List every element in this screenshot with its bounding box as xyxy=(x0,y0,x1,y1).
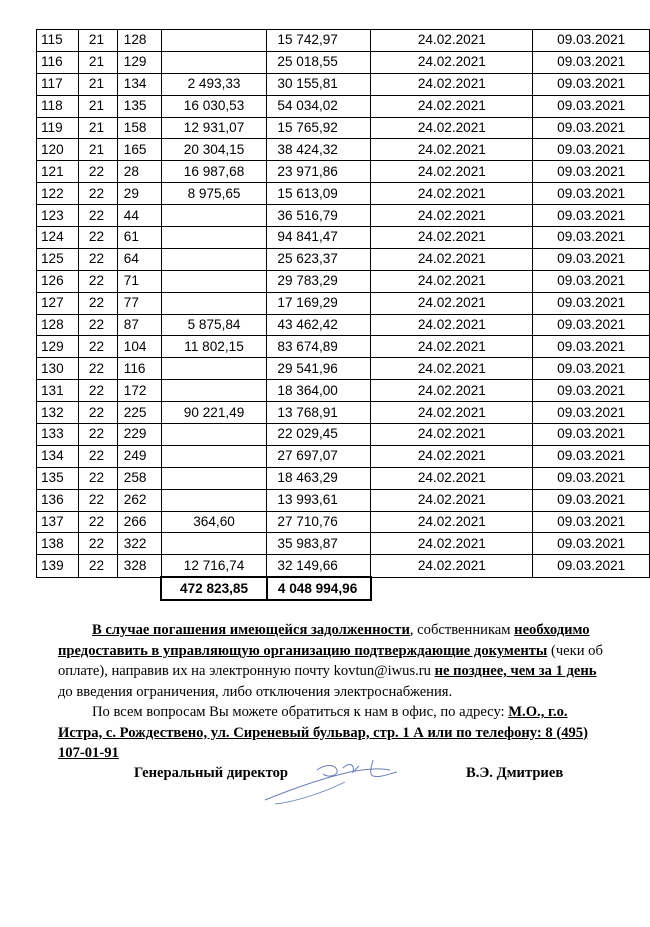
disconnection-date-cell: 09.03.2021 xyxy=(533,380,650,402)
building-number-cell: 22 xyxy=(78,161,117,183)
debt-amount-cell: 15 765,92 xyxy=(267,117,371,139)
debt-amount-cell: 83 674,89 xyxy=(267,336,371,358)
notice-date-cell: 24.02.2021 xyxy=(371,402,533,424)
notice-paragraph-documents xyxy=(58,620,614,702)
notice-date-cell: 24.02.2021 xyxy=(371,161,533,183)
apartment-number-cell: 135 xyxy=(117,95,161,117)
apartment-number-cell: 61 xyxy=(117,227,161,249)
notice-date-cell: 24.02.2021 xyxy=(371,358,533,380)
apartment-number-cell: 128 xyxy=(117,30,161,52)
debt-amount-cell: 38 424,32 xyxy=(267,139,371,161)
row-number-cell: 116 xyxy=(37,51,79,73)
building-number-cell: 21 xyxy=(78,30,117,52)
row-number-cell: 131 xyxy=(37,380,79,402)
building-number-cell: 22 xyxy=(78,380,117,402)
debt-amount-cell: 25 018,55 xyxy=(267,51,371,73)
notice-date-cell: 24.02.2021 xyxy=(371,117,533,139)
row-number-cell: 121 xyxy=(37,161,79,183)
disconnection-date-cell: 09.03.2021 xyxy=(533,358,650,380)
table-row xyxy=(37,533,650,555)
paid-amount-cell xyxy=(161,51,267,73)
apartment-number-cell: 44 xyxy=(117,205,161,227)
notice-block xyxy=(58,620,614,764)
paid-amount-cell xyxy=(161,467,267,489)
table-row xyxy=(37,51,650,73)
disconnection-date-cell: 09.03.2021 xyxy=(533,424,650,446)
row-number-cell: 117 xyxy=(37,73,79,95)
building-number-cell: 21 xyxy=(78,95,117,117)
paid-amount-cell: 12 716,74 xyxy=(161,555,267,577)
building-number-cell: 22 xyxy=(78,358,117,380)
empty-cell xyxy=(78,577,117,600)
row-number-cell: 133 xyxy=(37,424,79,446)
building-number-cell: 22 xyxy=(78,205,117,227)
debt-amount-cell: 29 783,29 xyxy=(267,270,371,292)
building-number-cell: 22 xyxy=(78,292,117,314)
paid-amount-cell xyxy=(161,380,267,402)
apartment-number-cell: 29 xyxy=(117,183,161,205)
row-number-cell: 137 xyxy=(37,511,79,533)
debt-amount-cell: 27 710,76 xyxy=(267,511,371,533)
row-number-cell: 124 xyxy=(37,227,79,249)
total-debt-cell: 4 048 994,96 xyxy=(267,577,371,600)
paid-amount-cell: 11 802,15 xyxy=(161,336,267,358)
notice-date-cell: 24.02.2021 xyxy=(371,314,533,336)
table-row xyxy=(37,161,650,183)
building-number-cell: 22 xyxy=(78,467,117,489)
debt-amount-cell: 13 993,61 xyxy=(267,489,371,511)
table-row xyxy=(37,292,650,314)
paid-amount-cell: 12 931,07 xyxy=(161,117,267,139)
table-row xyxy=(37,402,650,424)
debt-amount-cell: 17 169,29 xyxy=(267,292,371,314)
row-number-cell: 123 xyxy=(37,205,79,227)
paid-amount-cell xyxy=(161,424,267,446)
debt-amount-cell: 29 541,96 xyxy=(267,358,371,380)
debt-amount-cell: 54 034,02 xyxy=(267,95,371,117)
apartment-number-cell: 129 xyxy=(117,51,161,73)
total-paid-cell: 472 823,85 xyxy=(161,577,267,600)
disconnection-date-cell: 09.03.2021 xyxy=(533,117,650,139)
notice-date-cell: 24.02.2021 xyxy=(371,380,533,402)
notice-date-cell: 24.02.2021 xyxy=(371,533,533,555)
paid-amount-cell: 364,60 xyxy=(161,511,267,533)
disconnection-date-cell: 09.03.2021 xyxy=(533,139,650,161)
debt-amount-cell: 22 029,45 xyxy=(267,424,371,446)
apartment-number-cell: 71 xyxy=(117,270,161,292)
table-row xyxy=(37,511,650,533)
notice-text: По всем вопросам Вы можете обратиться к нам в офис, по адресу: xyxy=(92,704,509,720)
apartment-number-cell: 28 xyxy=(117,161,161,183)
row-number-cell: 136 xyxy=(37,489,79,511)
row-number-cell: 129 xyxy=(37,336,79,358)
debt-amount-cell: 15 613,09 xyxy=(267,183,371,205)
building-number-cell: 22 xyxy=(78,533,117,555)
building-number-cell: 21 xyxy=(78,73,117,95)
row-number-cell: 138 xyxy=(37,533,79,555)
disconnection-date-cell: 09.03.2021 xyxy=(533,183,650,205)
signatory-position: Генеральный директор xyxy=(134,765,289,781)
building-number-cell: 22 xyxy=(78,227,117,249)
notice-date-cell: 24.02.2021 xyxy=(371,248,533,270)
apartment-number-cell: 172 xyxy=(117,380,161,402)
signatory-name: В.Э. Дмитриев xyxy=(466,765,564,781)
row-number-cell: 135 xyxy=(37,467,79,489)
notice-date-cell: 24.02.2021 xyxy=(371,555,533,577)
notice-text: до введения ограничения, либо отключения электроснабжения. xyxy=(58,683,453,700)
debt-amount-cell: 30 155,81 xyxy=(267,73,371,95)
debt-amount-cell: 23 971,86 xyxy=(267,161,371,183)
apartment-number-cell: 229 xyxy=(117,424,161,446)
building-number-cell: 22 xyxy=(78,183,117,205)
empty-cell xyxy=(117,577,161,600)
paid-amount-cell xyxy=(161,205,267,227)
notice-date-cell: 24.02.2021 xyxy=(371,139,533,161)
disconnection-date-cell: 09.03.2021 xyxy=(533,51,650,73)
debt-amount-cell: 27 697,07 xyxy=(267,445,371,467)
notice-deadline-phrase: не позднее, чем за 1 день xyxy=(434,663,597,679)
notice-date-cell: 24.02.2021 xyxy=(371,270,533,292)
notice-date-cell: 24.02.2021 xyxy=(371,227,533,249)
building-number-cell: 22 xyxy=(78,270,117,292)
apartment-number-cell: 225 xyxy=(117,402,161,424)
empty-cell xyxy=(533,577,650,600)
paid-amount-cell: 2 493,33 xyxy=(161,73,267,95)
paid-amount-cell: 16 030,53 xyxy=(161,95,267,117)
debt-table-body xyxy=(37,30,650,601)
notice-date-cell: 24.02.2021 xyxy=(371,292,533,314)
table-row xyxy=(37,248,650,270)
row-number-cell: 128 xyxy=(37,314,79,336)
notice-debt-phrase: В случае погашения имеющейся задолженности xyxy=(92,622,410,638)
disconnection-date-cell: 09.03.2021 xyxy=(533,73,650,95)
empty-cell xyxy=(371,577,533,600)
disconnection-date-cell: 09.03.2021 xyxy=(533,227,650,249)
paid-amount-cell: 5 875,84 xyxy=(161,314,267,336)
empty-cell xyxy=(37,577,79,600)
table-row xyxy=(37,358,650,380)
row-number-cell: 120 xyxy=(37,139,79,161)
building-number-cell: 22 xyxy=(78,445,117,467)
building-number-cell: 22 xyxy=(78,248,117,270)
disconnection-date-cell: 09.03.2021 xyxy=(533,489,650,511)
notice-date-cell: 24.02.2021 xyxy=(371,73,533,95)
apartment-number-cell: 322 xyxy=(117,533,161,555)
paid-amount-cell xyxy=(161,533,267,555)
apartment-number-cell: 77 xyxy=(117,292,161,314)
debt-amount-cell: 18 364,00 xyxy=(267,380,371,402)
disconnection-date-cell: 09.03.2021 xyxy=(533,533,650,555)
notice-date-cell: 24.02.2021 xyxy=(371,95,533,117)
table-row xyxy=(37,489,650,511)
debt-table xyxy=(36,29,650,601)
building-number-cell: 22 xyxy=(78,336,117,358)
row-number-cell: 125 xyxy=(37,248,79,270)
debt-amount-cell: 18 463,29 xyxy=(267,467,371,489)
table-row xyxy=(37,227,650,249)
paid-amount-cell xyxy=(161,30,267,52)
paid-amount-cell: 20 304,15 xyxy=(161,139,267,161)
apartment-number-cell: 262 xyxy=(117,489,161,511)
disconnection-date-cell: 09.03.2021 xyxy=(533,402,650,424)
disconnection-date-cell: 09.03.2021 xyxy=(533,248,650,270)
building-number-cell: 22 xyxy=(78,314,117,336)
building-number-cell: 21 xyxy=(78,117,117,139)
paid-amount-cell: 90 221,49 xyxy=(161,402,267,424)
paid-amount-cell xyxy=(161,292,267,314)
debt-amount-cell: 25 623,37 xyxy=(267,248,371,270)
notice-required-phrase: необходимо предоставить в управляющую организацию подтверждающие документы xyxy=(58,622,590,659)
notice-date-cell: 24.02.2021 xyxy=(371,445,533,467)
paid-amount-cell xyxy=(161,270,267,292)
table-row xyxy=(37,270,650,292)
building-number-cell: 22 xyxy=(78,489,117,511)
debt-amount-cell: 43 462,42 xyxy=(267,314,371,336)
totals-row xyxy=(37,577,650,600)
notice-date-cell: 24.02.2021 xyxy=(371,205,533,227)
apartment-number-cell: 87 xyxy=(117,314,161,336)
disconnection-date-cell: 09.03.2021 xyxy=(533,161,650,183)
row-number-cell: 139 xyxy=(37,555,79,577)
apartment-number-cell: 64 xyxy=(117,248,161,270)
notice-text: (чеки об оплате), направив их на электронную почту kovtun@iwus.ru xyxy=(58,642,603,679)
table-row xyxy=(37,445,650,467)
table-row xyxy=(37,139,650,161)
apartment-number-cell: 165 xyxy=(117,139,161,161)
table-row xyxy=(37,424,650,446)
apartment-number-cell: 249 xyxy=(117,445,161,467)
table-row xyxy=(37,30,650,52)
table-row xyxy=(37,380,650,402)
building-number-cell: 22 xyxy=(78,402,117,424)
notice-date-cell: 24.02.2021 xyxy=(371,489,533,511)
building-number-cell: 22 xyxy=(78,424,117,446)
building-number-cell: 22 xyxy=(78,555,117,577)
row-number-cell: 134 xyxy=(37,445,79,467)
disconnection-date-cell: 09.03.2021 xyxy=(533,292,650,314)
row-number-cell: 126 xyxy=(37,270,79,292)
building-number-cell: 22 xyxy=(78,511,117,533)
disconnection-date-cell: 09.03.2021 xyxy=(533,467,650,489)
notice-text: , собственникам xyxy=(409,622,515,638)
disconnection-date-cell: 09.03.2021 xyxy=(533,270,650,292)
apartment-number-cell: 104 xyxy=(117,336,161,358)
building-number-cell: 21 xyxy=(78,51,117,73)
apartment-number-cell: 328 xyxy=(117,555,161,577)
notice-date-cell: 24.02.2021 xyxy=(371,183,533,205)
row-number-cell: 115 xyxy=(37,30,79,52)
notice-date-cell: 24.02.2021 xyxy=(371,467,533,489)
paid-amount-cell xyxy=(161,227,267,249)
debt-amount-cell: 13 768,91 xyxy=(267,402,371,424)
notice-date-cell: 24.02.2021 xyxy=(371,336,533,358)
disconnection-date-cell: 09.03.2021 xyxy=(533,205,650,227)
row-number-cell: 118 xyxy=(37,95,79,117)
disconnection-date-cell: 09.03.2021 xyxy=(533,95,650,117)
table-row xyxy=(37,314,650,336)
paid-amount-cell xyxy=(161,358,267,380)
disconnection-date-cell: 09.03.2021 xyxy=(533,511,650,533)
table-row xyxy=(37,183,650,205)
disconnection-date-cell: 09.03.2021 xyxy=(533,30,650,52)
notice-address-phone: М.О., г.о. Истра, с. Рождествено, ул. Сиреневый бульвар, стр. 1 А или по телефону: 8 (495) 107-01-91 xyxy=(58,704,588,761)
row-number-cell: 127 xyxy=(37,292,79,314)
apartment-number-cell: 158 xyxy=(117,117,161,139)
paid-amount-cell: 8 975,65 xyxy=(161,183,267,205)
handwritten-signature xyxy=(255,752,415,812)
disconnection-date-cell: 09.03.2021 xyxy=(533,336,650,358)
building-number-cell: 21 xyxy=(78,139,117,161)
notice-date-cell: 24.02.2021 xyxy=(371,51,533,73)
paid-amount-cell xyxy=(161,489,267,511)
paid-amount-cell: 16 987,68 xyxy=(161,161,267,183)
paid-amount-cell xyxy=(161,248,267,270)
paid-amount-cell xyxy=(161,445,267,467)
row-number-cell: 119 xyxy=(37,117,79,139)
table-row xyxy=(37,555,650,577)
apartment-number-cell: 134 xyxy=(117,73,161,95)
debt-amount-cell: 32 149,66 xyxy=(267,555,371,577)
notice-date-cell: 24.02.2021 xyxy=(371,30,533,52)
apartment-number-cell: 258 xyxy=(117,467,161,489)
notice-date-cell: 24.02.2021 xyxy=(371,511,533,533)
debt-amount-cell: 35 983,87 xyxy=(267,533,371,555)
apartment-number-cell: 116 xyxy=(117,358,161,380)
disconnection-date-cell: 09.03.2021 xyxy=(533,445,650,467)
table-row xyxy=(37,467,650,489)
row-number-cell: 122 xyxy=(37,183,79,205)
notice-date-cell: 24.02.2021 xyxy=(371,424,533,446)
table-row xyxy=(37,336,650,358)
row-number-cell: 130 xyxy=(37,358,79,380)
debt-amount-cell: 15 742,97 xyxy=(267,30,371,52)
apartment-number-cell: 266 xyxy=(117,511,161,533)
disconnection-date-cell: 09.03.2021 xyxy=(533,314,650,336)
row-number-cell: 132 xyxy=(37,402,79,424)
table-row xyxy=(37,95,650,117)
table-row xyxy=(37,205,650,227)
debt-amount-cell: 94 841,47 xyxy=(267,227,371,249)
disconnection-date-cell: 09.03.2021 xyxy=(533,555,650,577)
table-row xyxy=(37,117,650,139)
debt-amount-cell: 36 516,79 xyxy=(267,205,371,227)
table-row xyxy=(37,73,650,95)
